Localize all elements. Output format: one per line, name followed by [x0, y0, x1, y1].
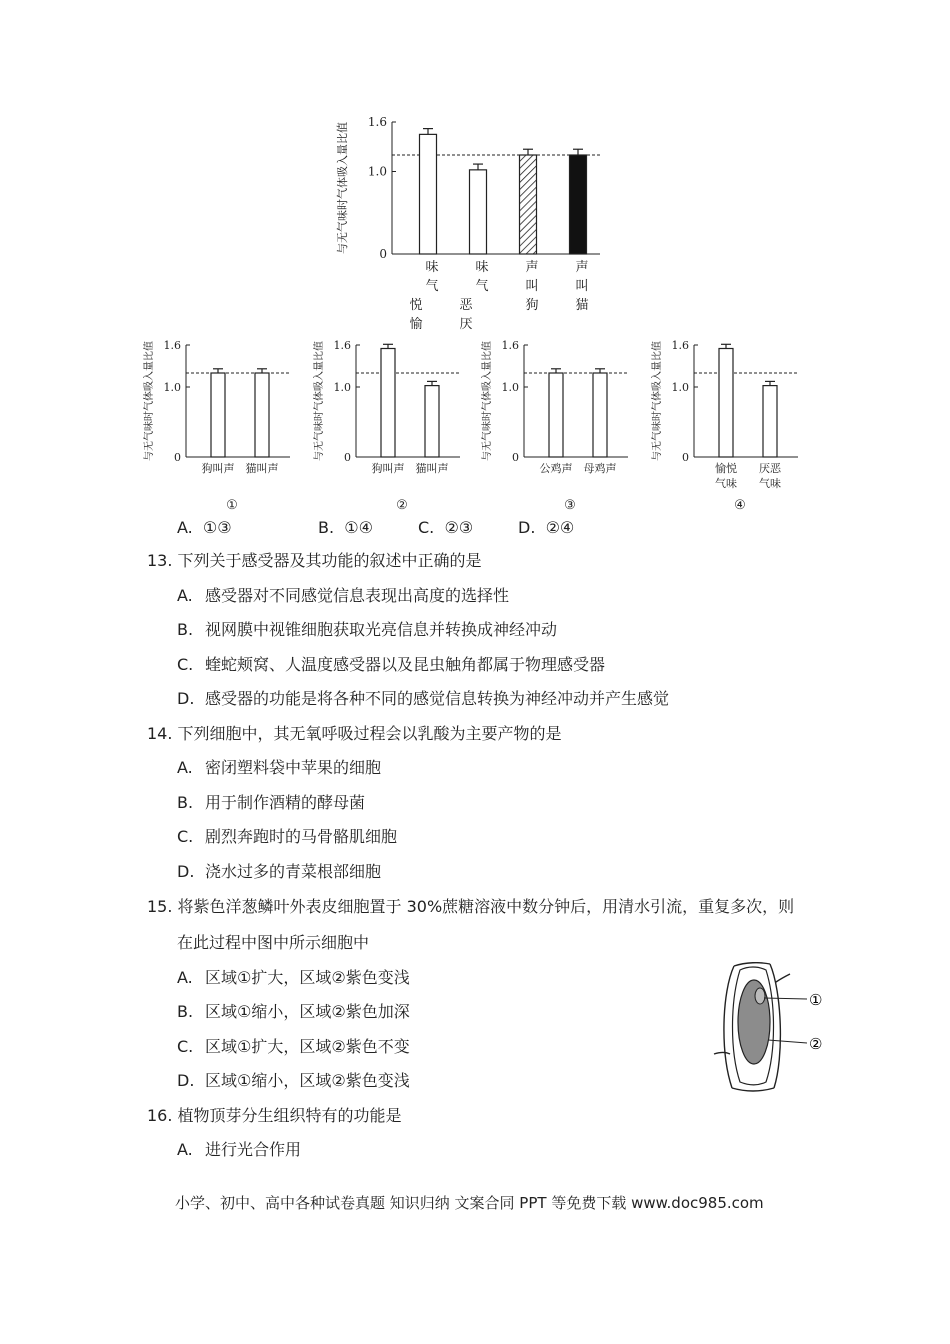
x-category-label: 愉悦 [715, 462, 737, 475]
x-category-label: 愉 [409, 317, 423, 332]
onion-cell-diagram [712, 962, 842, 1092]
q12-option-a[interactable]: A. ①③ [177, 518, 232, 537]
x-category-label: 味 [475, 260, 489, 275]
x-category-label: 狗叫声 [201, 462, 235, 475]
main-bar-chart [330, 110, 610, 335]
small-chart-3 [478, 335, 638, 515]
q15-option-b[interactable]: B. 区域①缩小，区域②紫色加深 [177, 1002, 410, 1021]
bar [381, 349, 395, 458]
bar [570, 155, 587, 254]
x-category-label: 恶 [459, 298, 473, 313]
x-category-label: 厌 [459, 317, 473, 332]
y-axis-label: 与无气味时气体吸入量比值 [652, 341, 663, 461]
q15-option-a[interactable]: A. 区域①扩大，区域②紫色变浅 [177, 968, 410, 987]
x-category-label: 声 [525, 260, 539, 275]
bar [520, 155, 537, 254]
nucleus-region [755, 988, 765, 1004]
small-chart-2 [310, 335, 470, 515]
x-category-label: 声 [575, 260, 589, 275]
y-tick-label: 1.6 [333, 339, 351, 352]
y-axis-label: 与无气味时气体吸入量比值 [144, 341, 155, 461]
q15-stem-line2: 在此过程中图中所示细胞中 [177, 933, 370, 952]
small-chart-1 [140, 335, 300, 515]
x-category-label: 母鸡声 [583, 462, 617, 475]
sub-figure-label: ② [396, 498, 408, 513]
sub-figure-label: ③ [564, 498, 576, 513]
q16-stem: 16. 植物顶芽分生组织特有的功能是 [147, 1106, 402, 1125]
y-axis-label: 与无气味时气体吸入量比值 [314, 341, 325, 461]
y-tick-label: 1.6 [367, 115, 387, 129]
cell-label-2: ② [809, 1035, 823, 1053]
y-tick-label: 0 [379, 247, 387, 261]
y-axis-label: 与无气味时气体吸入量比值 [482, 341, 493, 461]
x-category-label: 气 [425, 279, 439, 294]
label-line-2 [768, 1040, 807, 1043]
bar [420, 134, 437, 254]
q13-option-b[interactable]: B. 视网膜中视锥细胞获取光亮信息并转换成神经冲动 [177, 620, 558, 639]
x-category-label: 狗叫声 [371, 462, 405, 475]
bar [211, 373, 225, 457]
y-tick-label: 1.0 [367, 164, 387, 179]
bar [763, 386, 777, 457]
q15-stem-line1: 15. 将紫色洋葱鳞叶外表皮细胞置于 30%蔗糖溶液中数分钟后，用清水引流，重复多次，则 [147, 897, 795, 916]
x-category-label: 气味 [715, 477, 737, 490]
q14-option-b[interactable]: B. 用于制作酒精的酵母菌 [177, 793, 366, 812]
y-tick-label: 1.0 [671, 381, 689, 394]
y-tick-label: 0 [682, 451, 689, 464]
q13-option-a[interactable]: A. 感受器对不同感觉信息表现出高度的选择性 [177, 586, 510, 605]
q14-option-c[interactable]: C. 剧烈奔跑时的马骨骼肌细胞 [177, 827, 398, 846]
q13-option-d[interactable]: D. 感受器的功能是将各种不同的感觉信息转换为神经冲动并产生感觉 [177, 689, 670, 708]
vacuole-region [738, 980, 770, 1064]
q14-option-a[interactable]: A. 密闭塑料袋中苹果的细胞 [177, 758, 382, 777]
small-chart-4 [648, 335, 808, 515]
x-category-label: 狗 [525, 298, 539, 313]
x-category-label: 气味 [759, 477, 781, 490]
x-category-label: 叫 [525, 279, 539, 294]
q14-stem: 14. 下列细胞中，其无氧呼吸过程会以乳酸为主要产物的是 [147, 724, 562, 743]
sub-figure-label: ④ [734, 498, 746, 513]
y-tick-label: 0 [174, 451, 181, 464]
bar [549, 373, 563, 457]
sub-figure-label: ① [226, 498, 238, 513]
bar [470, 170, 487, 254]
y-tick-label: 0 [344, 451, 351, 464]
q16-option-a[interactable]: A. 进行光合作用 [177, 1140, 302, 1159]
bar [593, 373, 607, 457]
y-tick-label: 1.6 [163, 339, 181, 352]
q12-option-b[interactable]: B. ①④ [318, 518, 373, 537]
x-category-label: 猫叫声 [245, 462, 279, 475]
y-tick-label: 1.0 [501, 381, 519, 394]
x-category-label: 公鸡声 [539, 462, 573, 475]
x-category-label: 叫 [575, 279, 589, 294]
y-tick-label: 0 [512, 451, 519, 464]
q12-option-c[interactable]: C. ②③ [418, 518, 474, 537]
y-tick-label: 1.0 [333, 381, 351, 394]
x-category-label: 猫叫声 [415, 462, 449, 475]
x-category-label: 厌恶 [759, 462, 781, 475]
y-tick-label: 1.6 [671, 339, 689, 352]
q14-option-d[interactable]: D. 浇水过多的青菜根部细胞 [177, 862, 382, 881]
y-tick-label: 1.6 [501, 339, 519, 352]
cell-label-1: ① [809, 991, 823, 1009]
bar [719, 349, 733, 458]
label-line-1 [764, 998, 807, 999]
q15-option-c[interactable]: C. 区域①扩大，区域②紫色不变 [177, 1037, 410, 1056]
footer-text: 小学、初中、高中各种试卷真题 知识归纳 文案合同 PPT 等免费下载 www.doc985.com [175, 1194, 764, 1212]
q12-option-d[interactable]: D. ②④ [518, 518, 575, 537]
q13-option-c[interactable]: C. 蝰蛇颊窝、人温度感受器以及昆虫触角都属于物理感受器 [177, 655, 606, 674]
x-category-label: 悦 [409, 298, 423, 313]
bar [255, 373, 269, 457]
q15-option-d[interactable]: D. 区域①缩小，区域②紫色变浅 [177, 1071, 410, 1090]
y-axis-label: 与无气味时气体吸入量比值 [336, 122, 349, 254]
x-category-label: 猫 [575, 298, 589, 313]
y-tick-label: 1.0 [163, 381, 181, 394]
x-category-label: 气 [475, 279, 489, 294]
bar [425, 386, 439, 457]
x-category-label: 味 [425, 260, 439, 275]
q13-stem: 13. 下列关于感受器及其功能的叙述中正确的是 [147, 551, 482, 570]
